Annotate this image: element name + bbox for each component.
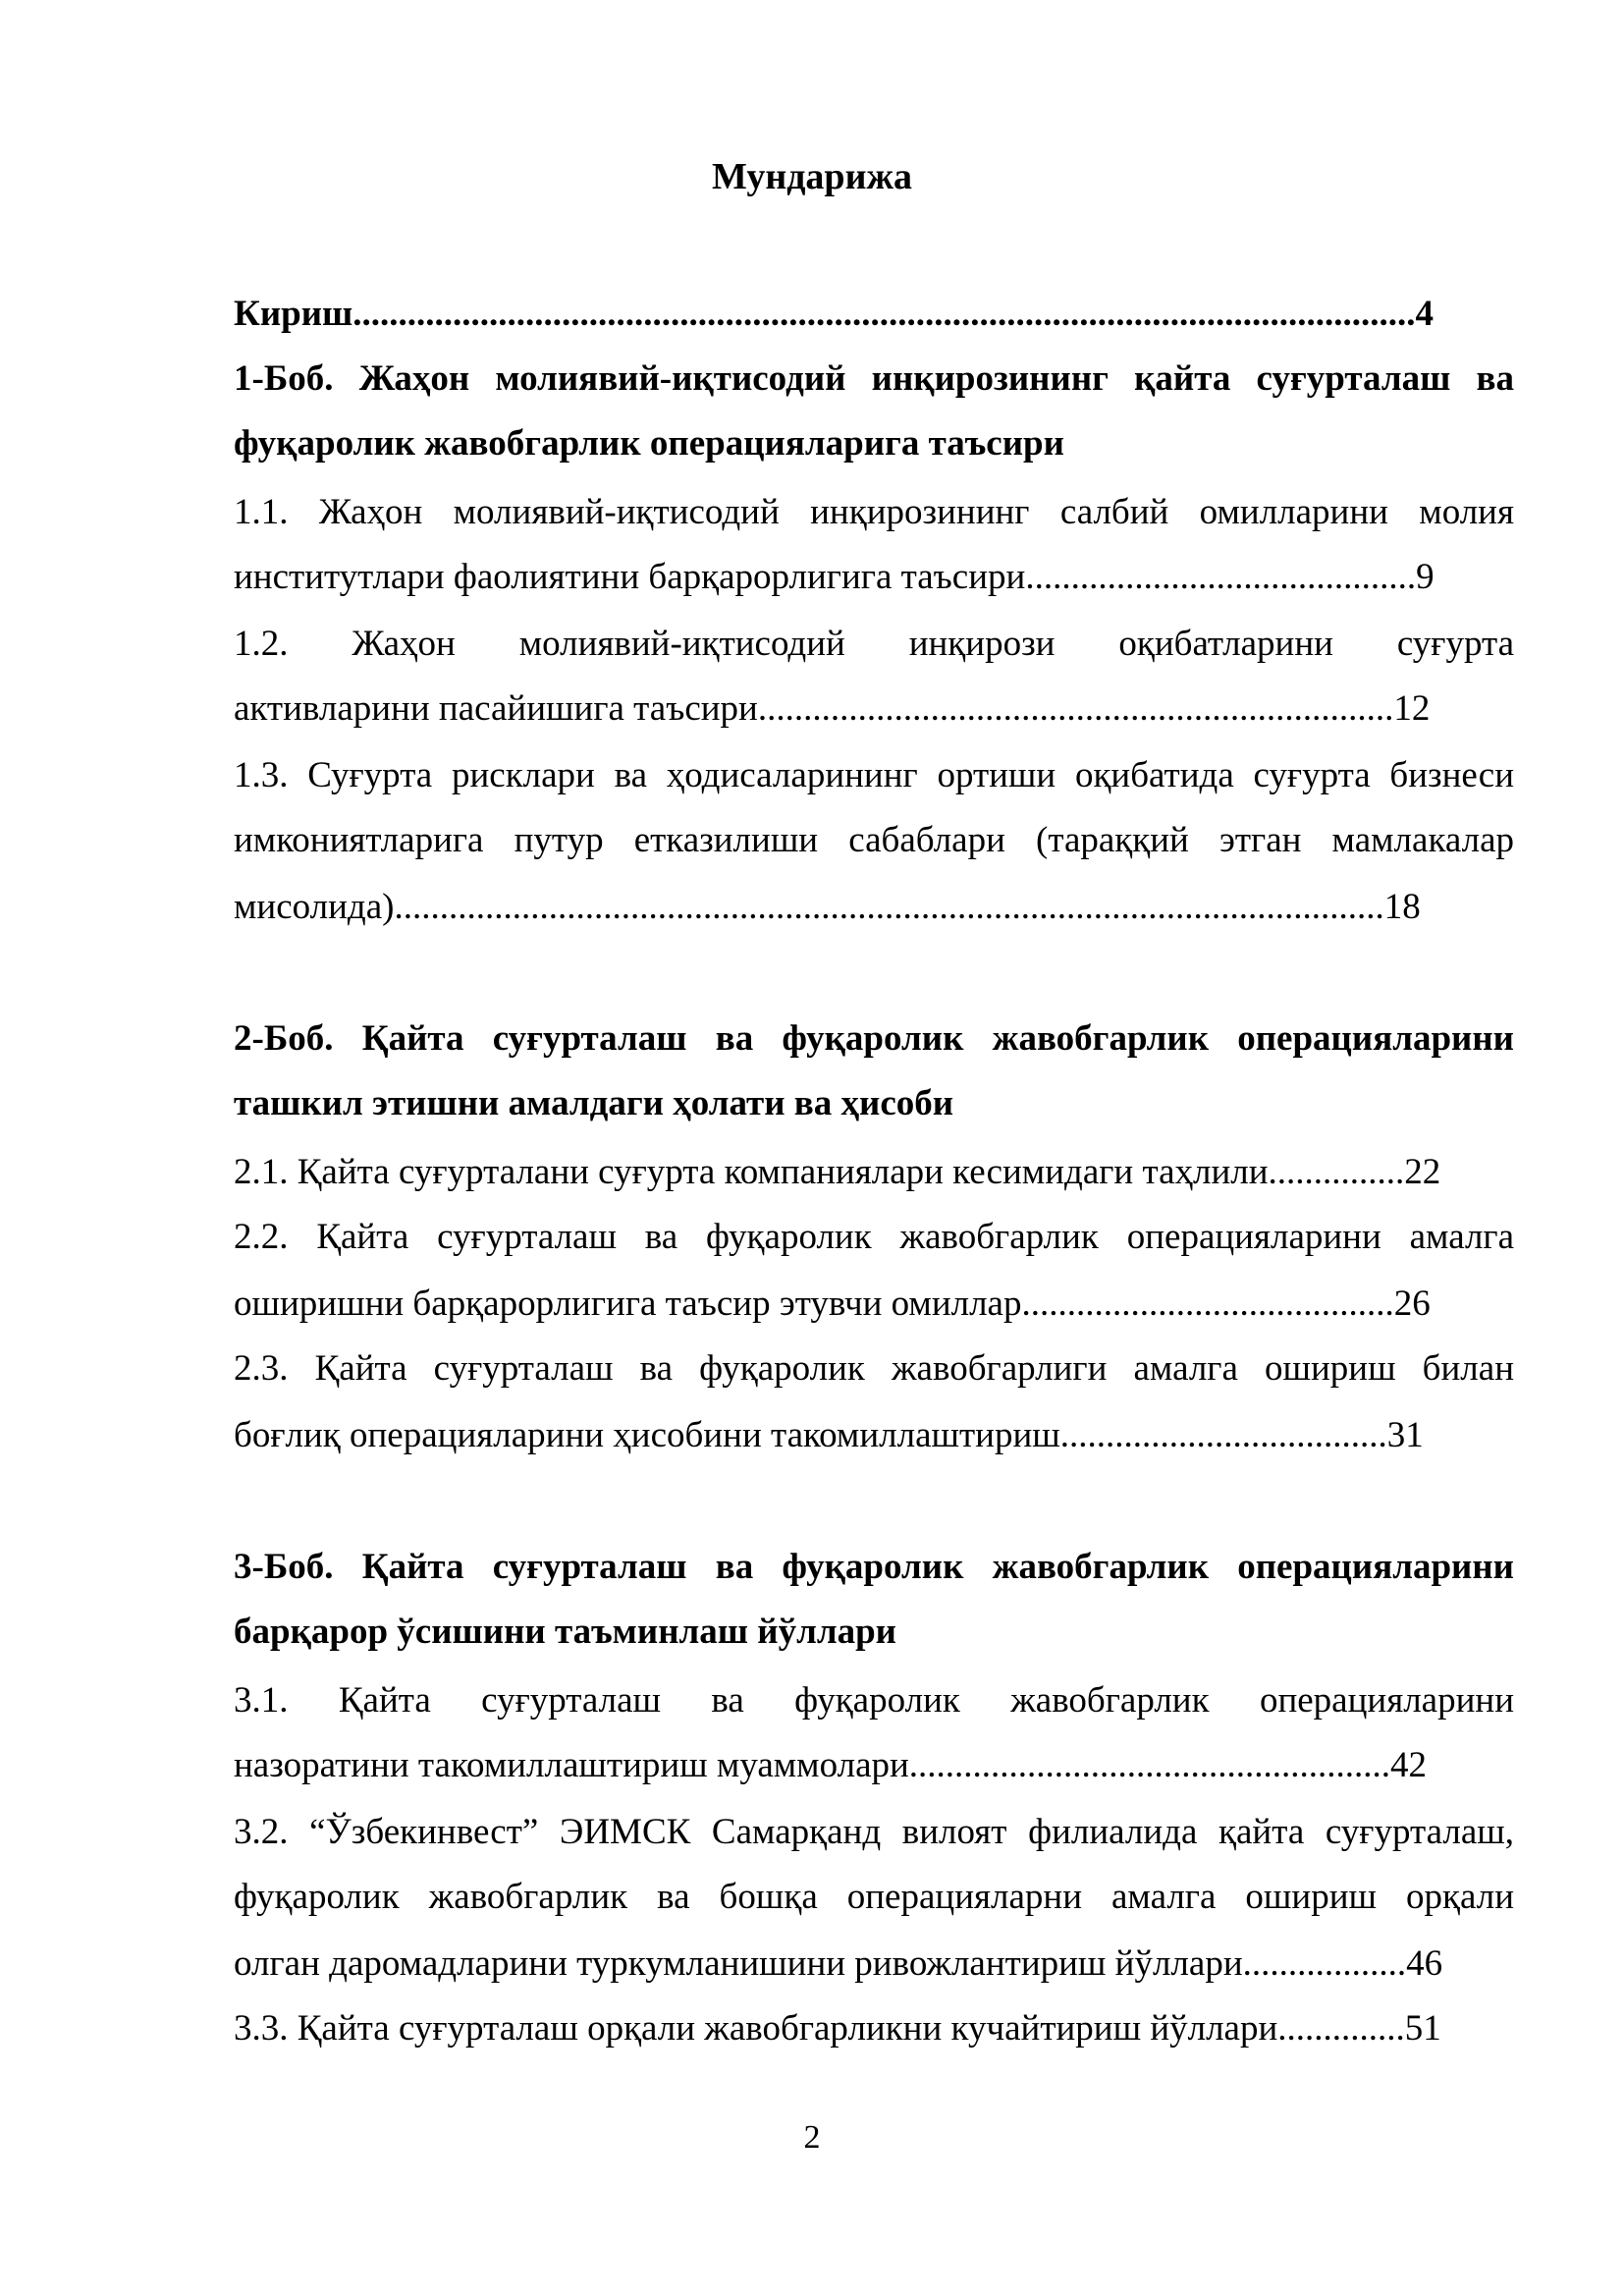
page-number: 2 — [803, 2119, 821, 2156]
toc-line: 3.1. Қайта суғурталаш ва фуқаролик жавобгарлик операцияларини — [234, 1680, 1514, 1721]
toc-line: барқарор ўсишини таъминлаш йўллари — [234, 1612, 896, 1652]
toc-line: 1-Боб. Жаҳон молиявий-иқтисодий инқирозининг қайта суғурталаш ва — [234, 358, 1514, 399]
toc-line: 2.1. Қайта суғурталани суғурта компаниялари кесимидаги таҳлили...............22 — [234, 1152, 1441, 1192]
toc-line: олган даромадларини туркумланишини ривожлантириш йўллари..................46 — [234, 1943, 1443, 1984]
toc-line: ташкил этишни амалдаги ҳолати ва ҳисоби — [234, 1083, 954, 1123]
toc-line: 2.2. Қайта суғурталаш ва фуқаролик жавобгарлик операцияларини амалга — [234, 1217, 1514, 1257]
toc-line: мисолида).............................................................................................................18 — [234, 887, 1421, 927]
toc-line: 3.2. “Ўзбекинвест” ЭИМСК Самарқанд вилоят филиалида қайта суғурталаш, — [234, 1812, 1514, 1852]
toc-line: 2.3. Қайта суғурталаш ва фуқаролик жавобгарлиги амалга ошириш билан — [234, 1348, 1514, 1389]
toc-line: фуқаролик жавобгарлик ва бошқа операцияларни амалга ошириш орқали — [234, 1877, 1514, 1917]
toc-line: активларини пасайишига таъсири......................................................................12 — [234, 688, 1431, 729]
toc-line: 1.2. Жаҳон молиявий-иқтисодий инқирози оқибатларини суғурта — [234, 624, 1514, 664]
toc-line: фуқаролик жавобгарлик операцияларига таъсири — [234, 423, 1064, 464]
toc-line: назоратини такомиллаштириш муаммолари.....................................................42 — [234, 1745, 1428, 1785]
toc-line: 1.3. Суғурта рисклари ва ҳодисаларининг ортиши оқибатида суғурта бизнеси — [234, 755, 1514, 795]
toc-line: 3-Боб. Қайта суғурталаш ва фуқаролик жавобгарлик операцияларини — [234, 1547, 1514, 1587]
toc-line: институтлари фаолиятини барқарорлигига таъсири...........................................9 — [234, 557, 1435, 597]
toc-line: 2-Боб. Қайта суғурталаш ва фуқаролик жавобгарлик операцияларини — [234, 1018, 1514, 1059]
toc-line: имкониятларига путур етказилиши сабаблари (тараққий этган мамлакалар — [234, 820, 1514, 860]
page-title: Мундарижа — [711, 156, 913, 197]
toc-line: Кириш.....................................................................................................................4 — [234, 294, 1435, 334]
toc-line: оширишни барқарорлигига таъсир этувчи омиллар.........................................26 — [234, 1284, 1431, 1324]
toc-line: 1.1. Жаҳон молиявий-иқтисодий инқирозининг салбий омилларини молия — [234, 492, 1514, 532]
toc-line: 3.3. Қайта суғурталаш орқали жавобгарликни кучайтириш йўллари..............51 — [234, 2008, 1441, 2049]
toc-line: боғлиқ операцияларини ҳисобини такомиллаштириш....................................31 — [234, 1415, 1424, 1455]
